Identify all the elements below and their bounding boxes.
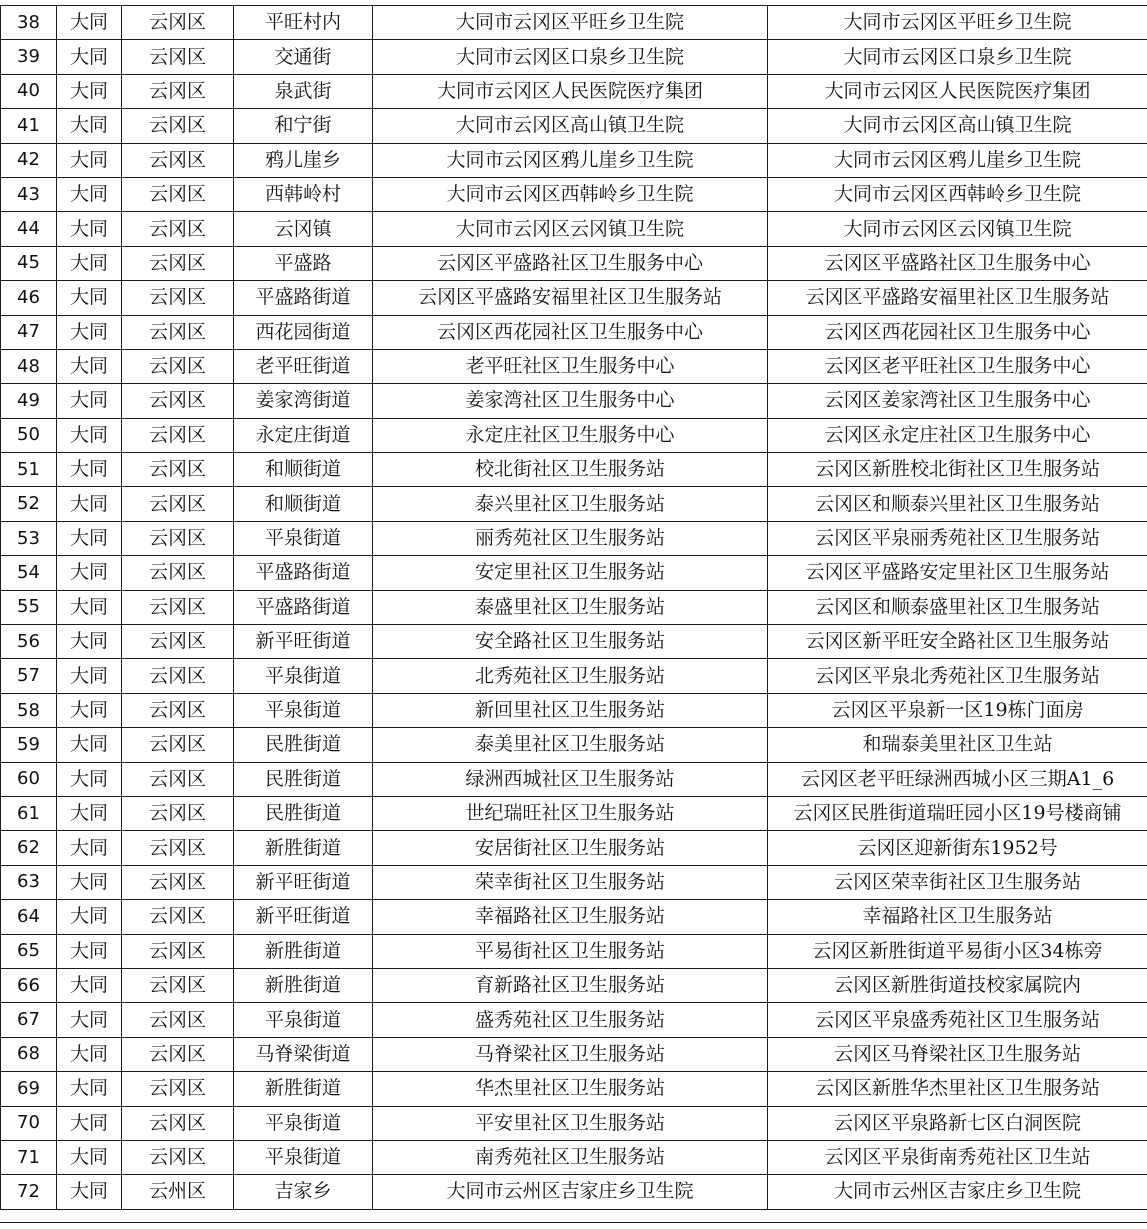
address-cell: 云冈区平泉丽秀苑社区卫生服务站 (768, 521, 1147, 555)
table-row (1, 1140, 1147, 1174)
institution-cell: 安全路社区卫生服务站 (373, 625, 768, 659)
address-cell: 云冈区平盛路社区卫生服务中心 (768, 246, 1147, 280)
district-cell: 云冈区 (122, 212, 234, 246)
city-cell: 大同 (57, 418, 122, 452)
city-cell: 大同 (57, 384, 122, 418)
city-cell: 大同 (57, 315, 122, 349)
city-cell: 大同 (57, 1072, 122, 1106)
area-cell: 新胜街道 (234, 1072, 373, 1106)
area-cell: 平盛路街道 (234, 590, 373, 624)
table-row (1, 281, 1147, 315)
city-cell: 大同 (57, 453, 122, 487)
city-cell: 大同 (57, 968, 122, 1002)
area-cell: 新胜街道 (234, 934, 373, 968)
district-cell: 云冈区 (122, 900, 234, 934)
row-number-cell: 61 (1, 796, 57, 830)
institution-cell: 大同市云州区吉家庄乡卫生院 (373, 1175, 768, 1209)
district-cell: 云冈区 (122, 1106, 234, 1140)
row-number-cell: 69 (1, 1072, 57, 1106)
city-cell: 大同 (57, 762, 122, 796)
institution-cell: 盛秀苑社区卫生服务站 (373, 1003, 768, 1037)
table-row (1, 40, 1147, 74)
address-cell: 和瑞泰美里社区卫生站 (768, 728, 1147, 762)
table-row (1, 693, 1147, 727)
address-cell: 大同市云州区吉家庄乡卫生院 (768, 1175, 1147, 1209)
area-cell: 和顺街道 (234, 487, 373, 521)
address-cell: 云冈区荣幸街社区卫生服务站 (768, 865, 1147, 899)
district-cell: 云冈区 (122, 349, 234, 383)
institution-cell: 荣幸街社区卫生服务站 (373, 865, 768, 899)
city-cell: 大同 (57, 1175, 122, 1209)
district-cell: 云冈区 (122, 453, 234, 487)
row-number-cell: 49 (1, 384, 57, 418)
table-row (1, 418, 1147, 452)
area-cell: 新胜街道 (234, 968, 373, 1002)
table-row (1, 762, 1147, 796)
city-cell: 大同 (57, 625, 122, 659)
row-number-cell: 41 (1, 109, 57, 143)
table-row (1, 1175, 1147, 1209)
row-number-cell: 39 (1, 40, 57, 74)
district-cell: 云冈区 (122, 384, 234, 418)
institution-cell: 云冈区平盛路安福里社区卫生服务站 (373, 281, 768, 315)
area-cell: 新平旺街道 (234, 625, 373, 659)
city-cell: 大同 (57, 796, 122, 830)
district-cell: 云冈区 (122, 40, 234, 74)
institution-cell: 世纪瑞旺社区卫生服务站 (373, 796, 768, 830)
district-cell: 云冈区 (122, 418, 234, 452)
area-cell: 交通街 (234, 40, 373, 74)
row-number-cell: 58 (1, 693, 57, 727)
row-number-cell: 65 (1, 934, 57, 968)
table-row (1, 625, 1147, 659)
city-cell: 大同 (57, 900, 122, 934)
city-cell: 大同 (57, 590, 122, 624)
institution-cell: 姜家湾社区卫生服务中心 (373, 384, 768, 418)
table-row (1, 384, 1147, 418)
table-row (1, 590, 1147, 624)
row-number-cell: 52 (1, 487, 57, 521)
row-number-cell: 56 (1, 625, 57, 659)
district-cell: 云冈区 (122, 6, 234, 40)
area-cell: 平泉街道 (234, 693, 373, 727)
table-row (1, 1072, 1147, 1106)
city-cell: 大同 (57, 1003, 122, 1037)
table-row (1, 212, 1147, 246)
address-cell: 云冈区新胜街道技校家属院内 (768, 968, 1147, 1002)
district-cell: 云冈区 (122, 74, 234, 108)
address-cell: 云冈区和顺泰兴里社区卫生服务站 (768, 487, 1147, 521)
row-number-cell: 71 (1, 1140, 57, 1174)
row-number-cell: 38 (1, 6, 57, 40)
address-cell: 云冈区新平旺安全路社区卫生服务站 (768, 625, 1147, 659)
table-row (1, 728, 1147, 762)
institution-cell: 南秀苑社区卫生服务站 (373, 1140, 768, 1174)
area-cell: 平泉街道 (234, 1140, 373, 1174)
city-cell: 大同 (57, 934, 122, 968)
district-cell: 云冈区 (122, 968, 234, 1002)
address-cell: 幸福路社区卫生服务站 (768, 900, 1147, 934)
district-cell: 云冈区 (122, 1140, 234, 1174)
district-cell: 云冈区 (122, 590, 234, 624)
district-cell: 云冈区 (122, 315, 234, 349)
area-cell: 平旺村内 (234, 6, 373, 40)
institution-cell: 永定庄社区卫生服务中心 (373, 418, 768, 452)
address-cell: 云冈区平泉街南秀苑社区卫生站 (768, 1140, 1147, 1174)
table-body (1, 6, 1147, 1210)
address-cell: 大同市云冈区云冈镇卫生院 (768, 212, 1147, 246)
institution-cell: 马脊梁社区卫生服务站 (373, 1037, 768, 1071)
area-cell: 平泉街道 (234, 1003, 373, 1037)
row-number-cell: 55 (1, 590, 57, 624)
city-cell: 大同 (57, 521, 122, 555)
address-cell: 云冈区姜家湾社区卫生服务中心 (768, 384, 1147, 418)
institution-cell: 平安里社区卫生服务站 (373, 1106, 768, 1140)
institution-cell: 泰美里社区卫生服务站 (373, 728, 768, 762)
city-cell: 大同 (57, 659, 122, 693)
city-cell: 大同 (57, 1140, 122, 1174)
row-number-cell: 40 (1, 74, 57, 108)
table-row (1, 246, 1147, 280)
table-row (1, 659, 1147, 693)
row-number-cell: 50 (1, 418, 57, 452)
table-row (1, 315, 1147, 349)
area-cell: 民胜街道 (234, 728, 373, 762)
district-cell: 云冈区 (122, 693, 234, 727)
table-row (1, 74, 1147, 108)
area-cell: 平盛路街道 (234, 281, 373, 315)
address-cell: 大同市云冈区人民医院医疗集团 (768, 74, 1147, 108)
area-cell: 鸦儿崖乡 (234, 143, 373, 177)
city-cell: 大同 (57, 865, 122, 899)
address-cell: 云冈区平泉盛秀苑社区卫生服务站 (768, 1003, 1147, 1037)
area-cell: 平泉街道 (234, 1106, 373, 1140)
city-cell: 大同 (57, 143, 122, 177)
table-row (1, 109, 1147, 143)
address-cell: 云冈区新胜街道平易街小区34栋旁 (768, 934, 1147, 968)
table-row (1, 177, 1147, 211)
institution-cell: 安定里社区卫生服务站 (373, 556, 768, 590)
district-cell: 云冈区 (122, 281, 234, 315)
institution-cell: 泰盛里社区卫生服务站 (373, 590, 768, 624)
district-cell: 云冈区 (122, 625, 234, 659)
institution-cell: 华杰里社区卫生服务站 (373, 1072, 768, 1106)
address-cell: 大同市云冈区西韩岭乡卫生院 (768, 177, 1147, 211)
district-cell: 云冈区 (122, 796, 234, 830)
row-number-cell: 48 (1, 349, 57, 383)
institution-cell: 老平旺社区卫生服务中心 (373, 349, 768, 383)
address-cell: 云冈区平泉北秀苑社区卫生服务站 (768, 659, 1147, 693)
city-cell: 大同 (57, 1037, 122, 1071)
row-number-cell: 60 (1, 762, 57, 796)
address-cell: 云冈区老平旺社区卫生服务中心 (768, 349, 1147, 383)
district-cell: 云冈区 (122, 934, 234, 968)
table-row (1, 796, 1147, 830)
area-cell: 马脊梁街道 (234, 1037, 373, 1071)
institution-cell: 平易街社区卫生服务站 (373, 934, 768, 968)
institution-cell: 北秀苑社区卫生服务站 (373, 659, 768, 693)
area-cell: 新胜街道 (234, 831, 373, 865)
address-cell: 云冈区和顺泰盛里社区卫生服务站 (768, 590, 1147, 624)
district-cell: 云冈区 (122, 246, 234, 280)
city-cell: 大同 (57, 487, 122, 521)
area-cell: 西韩岭村 (234, 177, 373, 211)
address-cell: 云冈区迎新街东1952号 (768, 831, 1147, 865)
city-cell: 大同 (57, 281, 122, 315)
table-row (1, 1106, 1147, 1140)
row-number-cell: 57 (1, 659, 57, 693)
city-cell: 大同 (57, 246, 122, 280)
city-cell: 大同 (57, 40, 122, 74)
clinic-table (0, 5, 1147, 1210)
row-number-cell: 51 (1, 453, 57, 487)
address-cell: 云冈区马脊梁社区卫生服务站 (768, 1037, 1147, 1071)
institution-cell: 大同市云冈区鸦儿崖乡卫生院 (373, 143, 768, 177)
table-row (1, 6, 1147, 40)
table-row (1, 349, 1147, 383)
institution-cell: 校北街社区卫生服务站 (373, 453, 768, 487)
institution-cell: 大同市云冈区云冈镇卫生院 (373, 212, 768, 246)
table-row (1, 556, 1147, 590)
table-row (1, 934, 1147, 968)
institution-cell: 育新路社区卫生服务站 (373, 968, 768, 1002)
area-cell: 云冈镇 (234, 212, 373, 246)
address-cell: 大同市云冈区平旺乡卫生院 (768, 6, 1147, 40)
table-row (1, 521, 1147, 555)
institution-cell: 幸福路社区卫生服务站 (373, 900, 768, 934)
row-number-cell: 68 (1, 1037, 57, 1071)
row-number-cell: 66 (1, 968, 57, 1002)
area-cell: 永定庄街道 (234, 418, 373, 452)
row-number-cell: 53 (1, 521, 57, 555)
table-row (1, 487, 1147, 521)
area-cell: 老平旺街道 (234, 349, 373, 383)
district-cell: 云冈区 (122, 659, 234, 693)
row-number-cell: 47 (1, 315, 57, 349)
institution-cell: 泰兴里社区卫生服务站 (373, 487, 768, 521)
city-cell: 大同 (57, 556, 122, 590)
district-cell: 云冈区 (122, 487, 234, 521)
address-cell: 大同市云冈区高山镇卫生院 (768, 109, 1147, 143)
area-cell: 西花园街道 (234, 315, 373, 349)
area-cell: 民胜街道 (234, 796, 373, 830)
address-cell: 云冈区平盛路安福里社区卫生服务站 (768, 281, 1147, 315)
row-number-cell: 59 (1, 728, 57, 762)
area-cell: 姜家湾街道 (234, 384, 373, 418)
area-cell: 平泉街道 (234, 659, 373, 693)
district-cell: 云冈区 (122, 177, 234, 211)
city-cell: 大同 (57, 212, 122, 246)
institution-cell: 云冈区平盛路社区卫生服务中心 (373, 246, 768, 280)
institution-cell: 安居街社区卫生服务站 (373, 831, 768, 865)
institution-cell: 大同市云冈区人民医院医疗集团 (373, 74, 768, 108)
institution-cell: 丽秀苑社区卫生服务站 (373, 521, 768, 555)
row-number-cell: 45 (1, 246, 57, 280)
row-number-cell: 44 (1, 212, 57, 246)
address-cell: 云冈区老平旺绿洲西城小区三期A1_6 (768, 762, 1147, 796)
row-number-cell: 64 (1, 900, 57, 934)
institution-cell: 大同市云冈区西韩岭乡卫生院 (373, 177, 768, 211)
institution-cell: 大同市云冈区高山镇卫生院 (373, 109, 768, 143)
row-number-cell: 63 (1, 865, 57, 899)
city-cell: 大同 (57, 177, 122, 211)
row-number-cell: 62 (1, 831, 57, 865)
city-cell: 大同 (57, 693, 122, 727)
row-number-cell: 43 (1, 177, 57, 211)
address-cell: 云冈区民胜街道瑞旺园小区19号楼商铺 (768, 796, 1147, 830)
row-number-cell: 70 (1, 1106, 57, 1140)
area-cell: 新平旺街道 (234, 865, 373, 899)
district-cell: 云冈区 (122, 109, 234, 143)
city-cell: 大同 (57, 74, 122, 108)
district-cell: 云冈区 (122, 521, 234, 555)
area-cell: 民胜街道 (234, 762, 373, 796)
district-cell: 云冈区 (122, 831, 234, 865)
table-row (1, 968, 1147, 1002)
address-cell: 云冈区西花园社区卫生服务中心 (768, 315, 1147, 349)
address-cell: 云冈区平泉新一区19栋门面房 (768, 693, 1147, 727)
district-cell: 云冈区 (122, 728, 234, 762)
row-number-cell: 46 (1, 281, 57, 315)
row-number-cell: 67 (1, 1003, 57, 1037)
area-cell: 平盛路街道 (234, 556, 373, 590)
institution-cell: 绿洲西城社区卫生服务站 (373, 762, 768, 796)
address-cell: 云冈区永定庄社区卫生服务中心 (768, 418, 1147, 452)
row-number-cell: 54 (1, 556, 57, 590)
district-cell: 云冈区 (122, 1037, 234, 1071)
table-row (1, 900, 1147, 934)
city-cell: 大同 (57, 109, 122, 143)
institution-cell: 大同市云冈区口泉乡卫生院 (373, 40, 768, 74)
address-cell: 云冈区新胜华杰里社区卫生服务站 (768, 1072, 1147, 1106)
address-cell: 大同市云冈区口泉乡卫生院 (768, 40, 1147, 74)
district-cell: 云冈区 (122, 143, 234, 177)
table-row (1, 143, 1147, 177)
area-cell: 和宁街 (234, 109, 373, 143)
district-cell: 云冈区 (122, 762, 234, 796)
area-cell: 吉家乡 (234, 1175, 373, 1209)
table-row (1, 1037, 1147, 1071)
area-cell: 新平旺街道 (234, 900, 373, 934)
city-cell: 大同 (57, 6, 122, 40)
institution-cell: 新回里社区卫生服务站 (373, 693, 768, 727)
table-row (1, 1003, 1147, 1037)
district-cell: 云冈区 (122, 1072, 234, 1106)
district-cell: 云冈区 (122, 865, 234, 899)
city-cell: 大同 (57, 831, 122, 865)
institution-cell: 云冈区西花园社区卫生服务中心 (373, 315, 768, 349)
city-cell: 大同 (57, 728, 122, 762)
district-cell: 云州区 (122, 1175, 234, 1209)
address-cell: 云冈区平泉路新七区白洞医院 (768, 1106, 1147, 1140)
address-cell: 大同市云冈区鸦儿崖乡卫生院 (768, 143, 1147, 177)
next-row-edge (0, 1222, 1147, 1229)
institution-cell: 大同市云冈区平旺乡卫生院 (373, 6, 768, 40)
area-cell: 泉武街 (234, 74, 373, 108)
city-cell: 大同 (57, 1106, 122, 1140)
row-number-cell: 42 (1, 143, 57, 177)
address-cell: 云冈区平盛路安定里社区卫生服务站 (768, 556, 1147, 590)
area-cell: 和顺街道 (234, 453, 373, 487)
city-cell: 大同 (57, 349, 122, 383)
district-cell: 云冈区 (122, 556, 234, 590)
district-cell: 云冈区 (122, 1003, 234, 1037)
area-cell: 平泉街道 (234, 521, 373, 555)
table-row (1, 865, 1147, 899)
area-cell: 平盛路 (234, 246, 373, 280)
table-row (1, 831, 1147, 865)
table-row (1, 453, 1147, 487)
address-cell: 云冈区新胜校北街社区卫生服务站 (768, 453, 1147, 487)
row-number-cell: 72 (1, 1175, 57, 1209)
